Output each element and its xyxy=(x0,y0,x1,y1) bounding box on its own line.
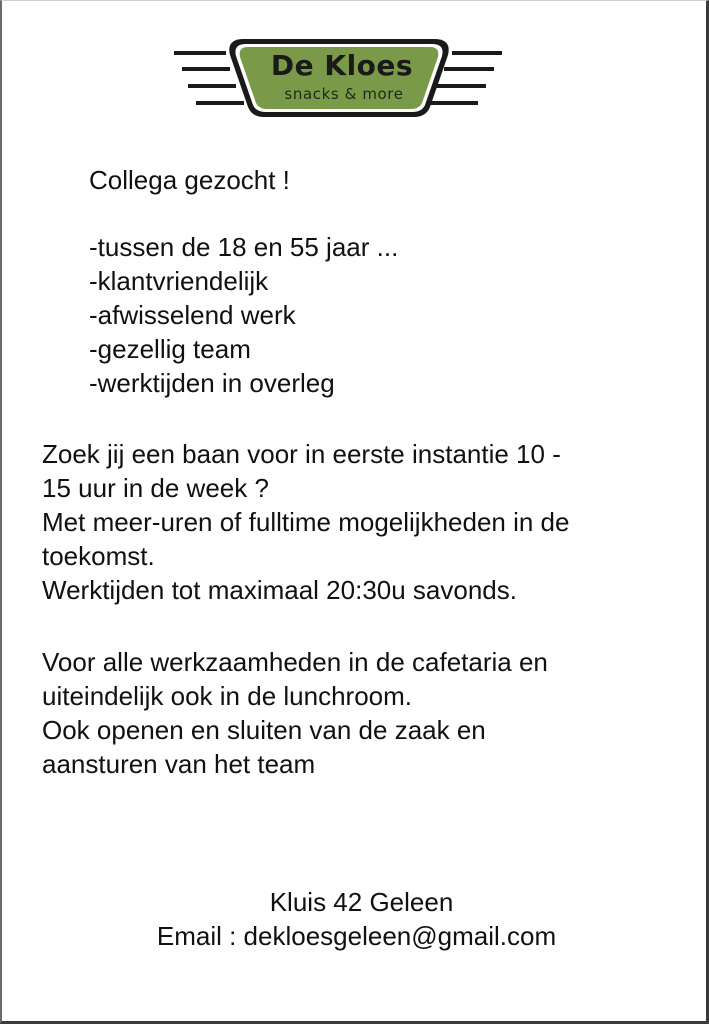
hours-paragraph xyxy=(42,437,569,607)
paragraph-line: 15 uur in de week ? xyxy=(42,473,269,503)
requirement-item: -klantvriendelijk xyxy=(89,266,269,296)
paragraph-line: Met meer-uren of fulltime mogelijkheden in de xyxy=(42,507,570,537)
requirements-list xyxy=(89,230,398,400)
paragraph-line: Voor alle werkzaamheden in de cafetaria en xyxy=(42,647,548,677)
logo-title: De Kloes xyxy=(270,49,414,82)
contact-email: Email : dekloesgeleen@gmail.com xyxy=(156,921,557,951)
requirement-item: -tussen de 18 en 55 jaar ... xyxy=(89,232,399,262)
paragraph-line: Zoek jij een baan voor in eerste instantie 10 - xyxy=(42,439,561,469)
paragraph-line: Ook openen en sluiten van de zaak en xyxy=(42,715,486,745)
logo-subtitle: snacks & more xyxy=(284,85,404,103)
paragraph-line: Werktijden tot maximaal 20:30u savonds. xyxy=(42,575,517,605)
poster-heading: Collega gezocht ! xyxy=(89,165,290,195)
paragraph-line: toekomst. xyxy=(42,541,155,571)
de-kloes-logo xyxy=(172,35,506,119)
requirement-item: -gezellig team xyxy=(89,334,251,364)
requirement-item: -werktijden in overleg xyxy=(89,368,335,398)
duties-paragraph xyxy=(42,645,548,781)
requirement-item: -afwisselend werk xyxy=(89,300,296,330)
address: Kluis 42 Geleen xyxy=(269,887,454,917)
paragraph-line: aansturen van het team xyxy=(42,749,316,779)
paragraph-line: uiteindelijk ook in de lunchroom. xyxy=(42,681,412,711)
